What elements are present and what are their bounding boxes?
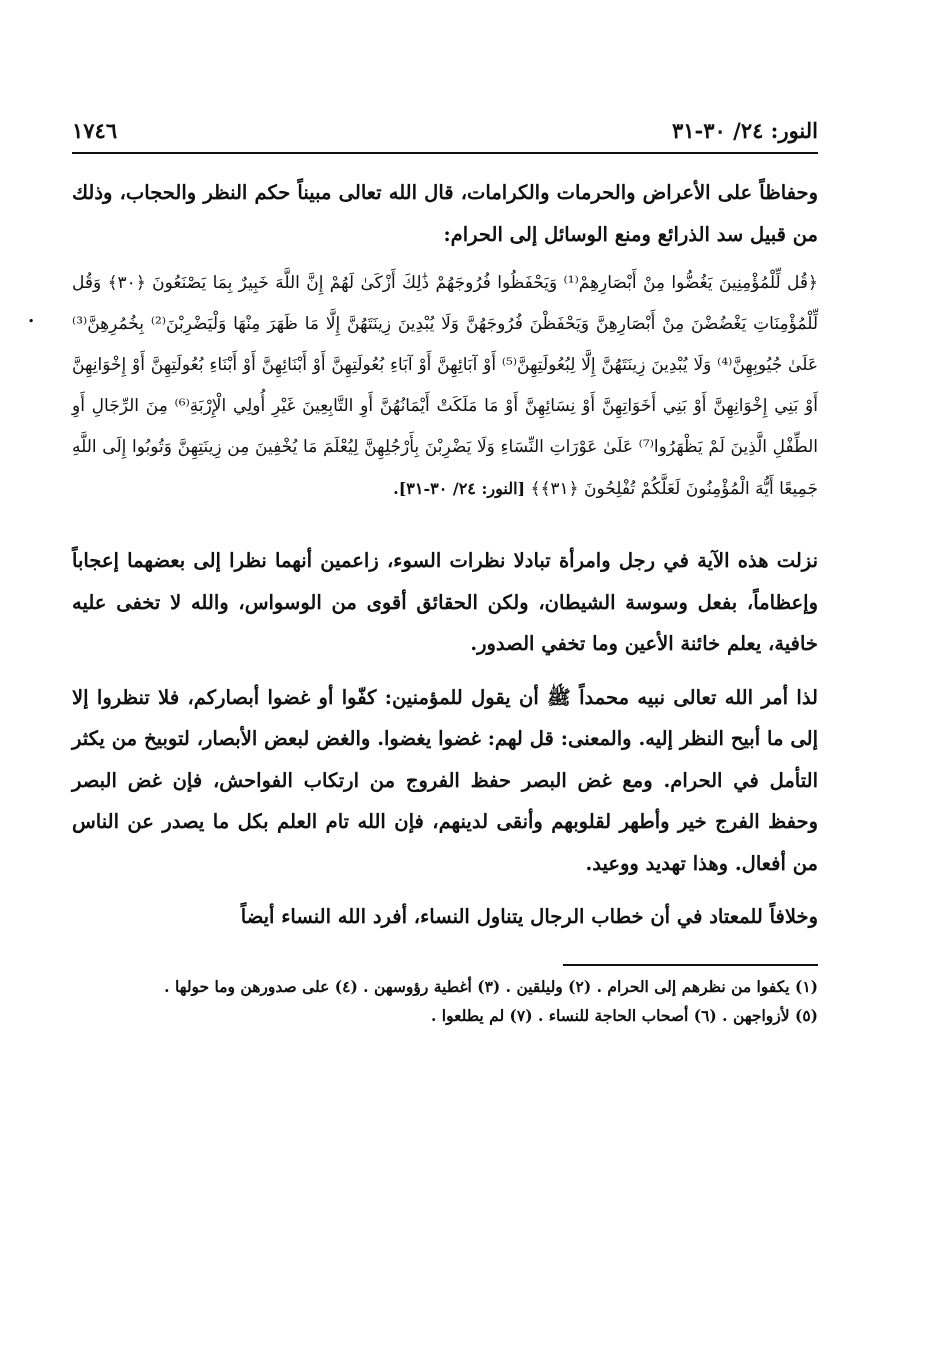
page-header	[72, 110, 818, 154]
paragraph-women: وخلافاً للمعتاد في أن خطاب الرجال يتناول النساء، أفرد الله النساء أيضاً	[240, 905, 818, 928]
page	[72, 110, 818, 1030]
footnote-separator	[563, 964, 818, 966]
intro-paragraph: وحفاظاً على الأعراض والحرمات والكرامات، قال الله تعالى مبيناً حكم النظر والحجاب، وذلك من قبيل سد الذرائع ومنع الوسائل إلى الحرام:	[72, 181, 818, 246]
footnote-line: (١) يكفوا من نظرهم إلى الحرام . (٢) وليلقين . (٣) أغطية رؤوسهن . (٤) على صدورهن وما حولها .	[164, 976, 818, 996]
paragraph-command: لذا أمر الله تعالى نبيه محمداً ﷺ أن يقول للمؤمنين: كفّوا أو غضوا أبصاركم، فلا تنظروا إلا إلى ما أبيح النظر إليه. والمعنى: قل لهم: غضوا يغضوا. والغض لبعض الأبصار، لتوبيخ من يكثر التأمل في الحرام. ومع غض البصر حفظ الفروج من ارتكاب الفواحش، فإن غض البصر وحفظ الفرج خير وأطهر لقلوبهم وأنقى لدينهم، فإن الله تام العلم بكل ما يصدر عن الناس من أفعال. وهذا تهديد ووعيد.	[72, 685, 818, 875]
footnote-line: (٥) لأزواجهن . (٦) أصحاب الحاجة للنساء . (٧) لم يطلعوا .	[430, 1005, 818, 1025]
quran-text: ﴿قُل لِّلْمُؤْمِنِينَ يَغُضُّوا مِنْ أَبْصَارِهِمْ⁽¹⁾ وَيَحْفَظُوا فُرُوجَهُمْ ذَٰلِكَ أَزْكَىٰ لَهُمْ إِنَّ اللَّهَ خَبِيرٌ بِمَا يَصْنَعُونَ ﴿٣٠﴾ وَقُل لِّلْمُؤْمِنَاتِ يَغْضُضْنَ مِنْ أَبْصَارِهِنَّ وَيَحْفَظْنَ فُرُوجَهُنَّ وَلَا يُبْدِينَ زِينَتَهُنَّ إِلَّا مَا ظَهَرَ مِنْهَا وَلْيَضْرِبْنَ⁽²⁾ بِخُمُرِهِنَّ⁽³⁾ عَلَىٰ جُيُوبِهِنَّ⁽⁴⁾ وَلَا يُبْدِينَ زِينَتَهُنَّ إِلَّا لِبُعُولَتِهِنَّ⁽⁵⁾ أَوْ آبَائِهِنَّ أَوْ آبَاءِ بُعُولَتِهِنَّ أَوْ أَبْنَائِهِنَّ أَوْ أَبْنَاءِ بُعُولَتِهِنَّ أَوْ إِخْوَانِهِنَّ أَوْ بَنِي إِخْوَانِهِنَّ أَوْ بَنِي أَخَوَاتِهِنَّ أَوْ نِسَائِهِنَّ أَوْ مَا مَلَكَتْ أَيْمَانُهُنَّ أَوِ التَّابِعِينَ غَيْرِ أُولِي الْإِرْبَةِ⁽⁶⁾ مِنَ الرِّجَالِ أَوِ الطِّفْلِ الَّذِينَ لَمْ يَظْهَرُوا⁽⁷⁾ عَلَىٰ عَوْرَاتِ النِّسَاءِ وَلَا يَضْرِبْنَ بِأَرْجُلِهِنَّ لِيُعْلَمَ مَا يُخْفِينَ مِن زِينَتِهِنَّ وَتُوبُوا إِلَى اللَّهِ جَمِيعًا أَيُّهَ الْمُؤْمِنُونَ لَعَلَّكُمْ تُفْلِحُونَ ﴿٣١﴾﴾	[72, 273, 818, 499]
running-title: النور: ٢٤/ ٣٠-٣١	[671, 118, 818, 143]
quran-reference: [النور: ٢٤/ ٣٠-٣١].	[393, 479, 526, 498]
page-number: ١٧٤٦	[72, 118, 118, 143]
paragraph-revelation: نزلت هذه الآية في رجل وامرأة تبادلا نظرات السوء، زاعمين أنهما نظرا إلى بعضهما إعجاباً وإعظاماً، بفعل وسوسة الشيطان، ولكن الحقائق أقوى من الوسواس، والله لا تخفى عليه خافية، يعلم خائنة الأعين وما تخفي الصدور.	[72, 549, 818, 655]
quran-verse	[72, 263, 818, 510]
margin-mark: .	[28, 306, 35, 327]
footnotes	[72, 972, 818, 1030]
